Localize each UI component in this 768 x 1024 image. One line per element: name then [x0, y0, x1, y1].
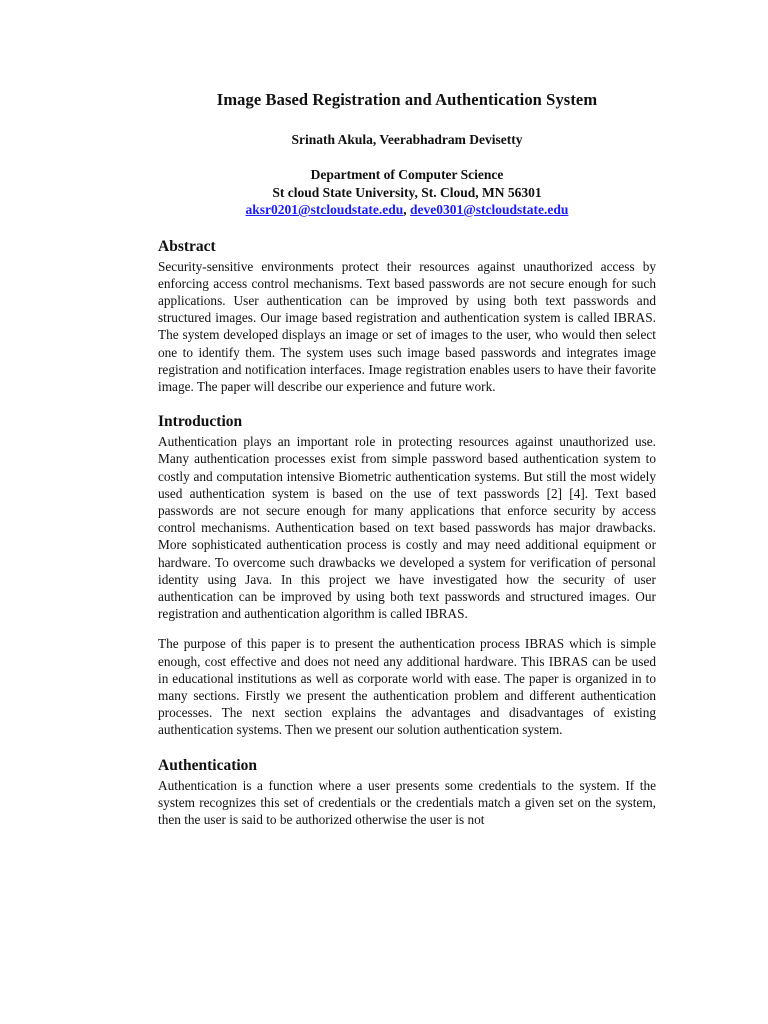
university: St cloud State University, St. Cloud, MN 56301 [272, 184, 542, 200]
email-link-2[interactable]: deve0301@stcloudstate.edu [410, 202, 569, 217]
author-emails [158, 201, 656, 219]
email-separator: , [403, 202, 410, 217]
email-link-1[interactable]: aksr0201@stcloudstate.edu [245, 202, 404, 217]
introduction-heading: Introduction [158, 413, 243, 431]
abstract-body: Security-sensitive environments protect their resources against unauthorized access by enforcing access control mechanisms. Text based passwords are not secure enough for such applications. User authentication can be improved by using both text passwords and structured images. Our image based registration and authentication system is called IBRAS. The system developed displays an image or set of images to the user, who would then select one to identify them. The system uses such image based passwords and integrates image registration and notification interfaces. Image registration enables users to have their favorite image. The paper will describe our experience and future work. [158, 258, 656, 394]
paper-page [158, 90, 656, 841]
authentication-heading: Authentication [158, 756, 258, 774]
introduction-paragraph-1: Authentication plays an important role in protecting resources against unauthorized use. Many authentication processes exist from simple password based authentication system to costly and computation intensive Biometric authentication systems. But still the most widely used authentication system is based on the use of text passwords [2] [4]. Text based passwords are not secure enough for many applications that enforce security by access control mechanisms. Authentication based on text based passwords has major drawbacks. More sophisticated authentication process is costly and may need additional equipment or hardware. To overcome such drawbacks we developed a system for verification of personal identity using Java. In this project we have investigated how the security of user authentication can be improved by using both text passwords and structured images. Our registration and authentication algorithm is called IBRAS. [158, 434, 656, 622]
authentication-body: Authentication is a function where a user presents some credentials to the system. If the system recognizes this set of credentials or the credentials match a given set on the system, then the user is said to be authorized otherwise the user is not [158, 777, 656, 827]
introduction-paragraph-2: The purpose of this paper is to present the authentication process IBRAS which is simple enough, cost effective and does not need any additional hardware. This IBRAS can be used in educational institutions as well as corporate world with ease. The paper is organized in to many sections. Firstly we present the authentication problem and different authentication processes. The next section explains the advantages and disadvantages of existing authentication systems. Then we present our solution authentication system. [158, 636, 656, 738]
department: Department of Computer Science [310, 167, 504, 182]
paper-title: Image Based Registration and Authentication System [216, 90, 598, 109]
abstract-heading: Abstract [158, 237, 216, 255]
paper-authors: Srinath Akula, Veerabhadram Devisetty [291, 132, 523, 147]
